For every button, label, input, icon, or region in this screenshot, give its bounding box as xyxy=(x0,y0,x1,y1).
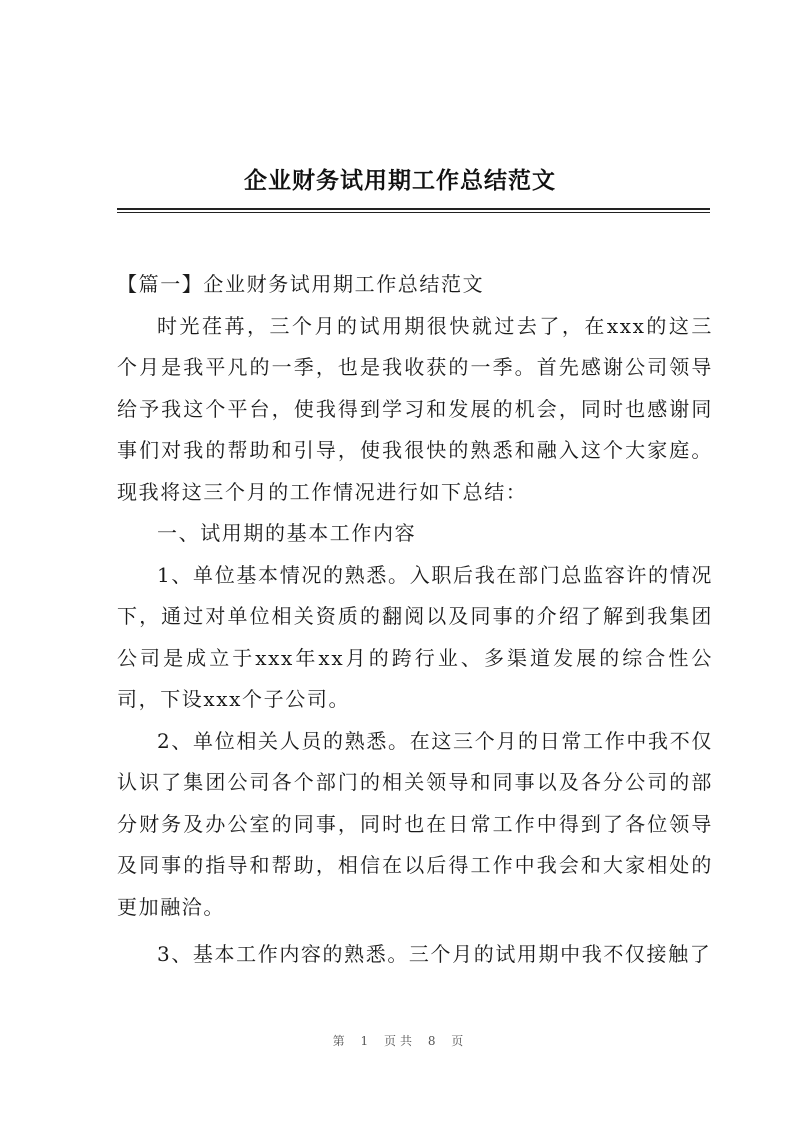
footer-total-pages: 8 xyxy=(427,1034,440,1048)
paragraph-intro: 时光荏苒，三个月的试用期很快就过去了，在xxx的这三个月是我平凡的一季，也是我收获的一季。首先感谢公司领导给予我这个平台，使我得到学习和发展的机会，同时也感谢同事们对我的帮助和引导，使我很快的熟悉和融入这个大家庭。现我将这三个月的工作情况进行如下总结： xyxy=(117,313,713,504)
paragraph-item-2: 2、单位相关人员的熟悉。在这三个月的日常工作中我不仅认识了集团公司各个部门的相关领导和同事以及各分公司的部分财务及办公室的同事，同时也在日常工作中得到了各位领导及同事的指导和帮助，相信在以后得工作中我会和大家相处的更加融洽。 xyxy=(117,728,713,919)
page-footer xyxy=(0,1032,800,1049)
footer-page-number: 1 xyxy=(360,1034,373,1048)
section-heading: 【篇一】企业财务试用期工作总结范文 xyxy=(117,272,485,296)
paragraph-subheading: 一、试用期的基本工作内容 xyxy=(157,521,417,545)
footer-suffix: 页 xyxy=(451,1034,468,1048)
paragraph-item-3: 3、基本工作内容的熟悉。三个月的试用期中我不仅接触了 xyxy=(157,942,712,966)
document-title: 企业财务试用期工作总结范文 xyxy=(244,167,556,194)
footer-middle: 页共 xyxy=(383,1034,416,1048)
paragraph-item-1: 1、单位基本情况的熟悉。入职后我在部门总监容许的情况下，通过对单位相关资质的翻阅以及同事的介绍了解到我集团公司是成立于xxx年xx月的跨行业、多渠道发展的综合性公司，下设xxx个子公司。 xyxy=(117,562,713,711)
title-divider xyxy=(117,208,710,213)
document-body xyxy=(117,264,713,976)
footer-prefix: 第 xyxy=(332,1034,349,1048)
